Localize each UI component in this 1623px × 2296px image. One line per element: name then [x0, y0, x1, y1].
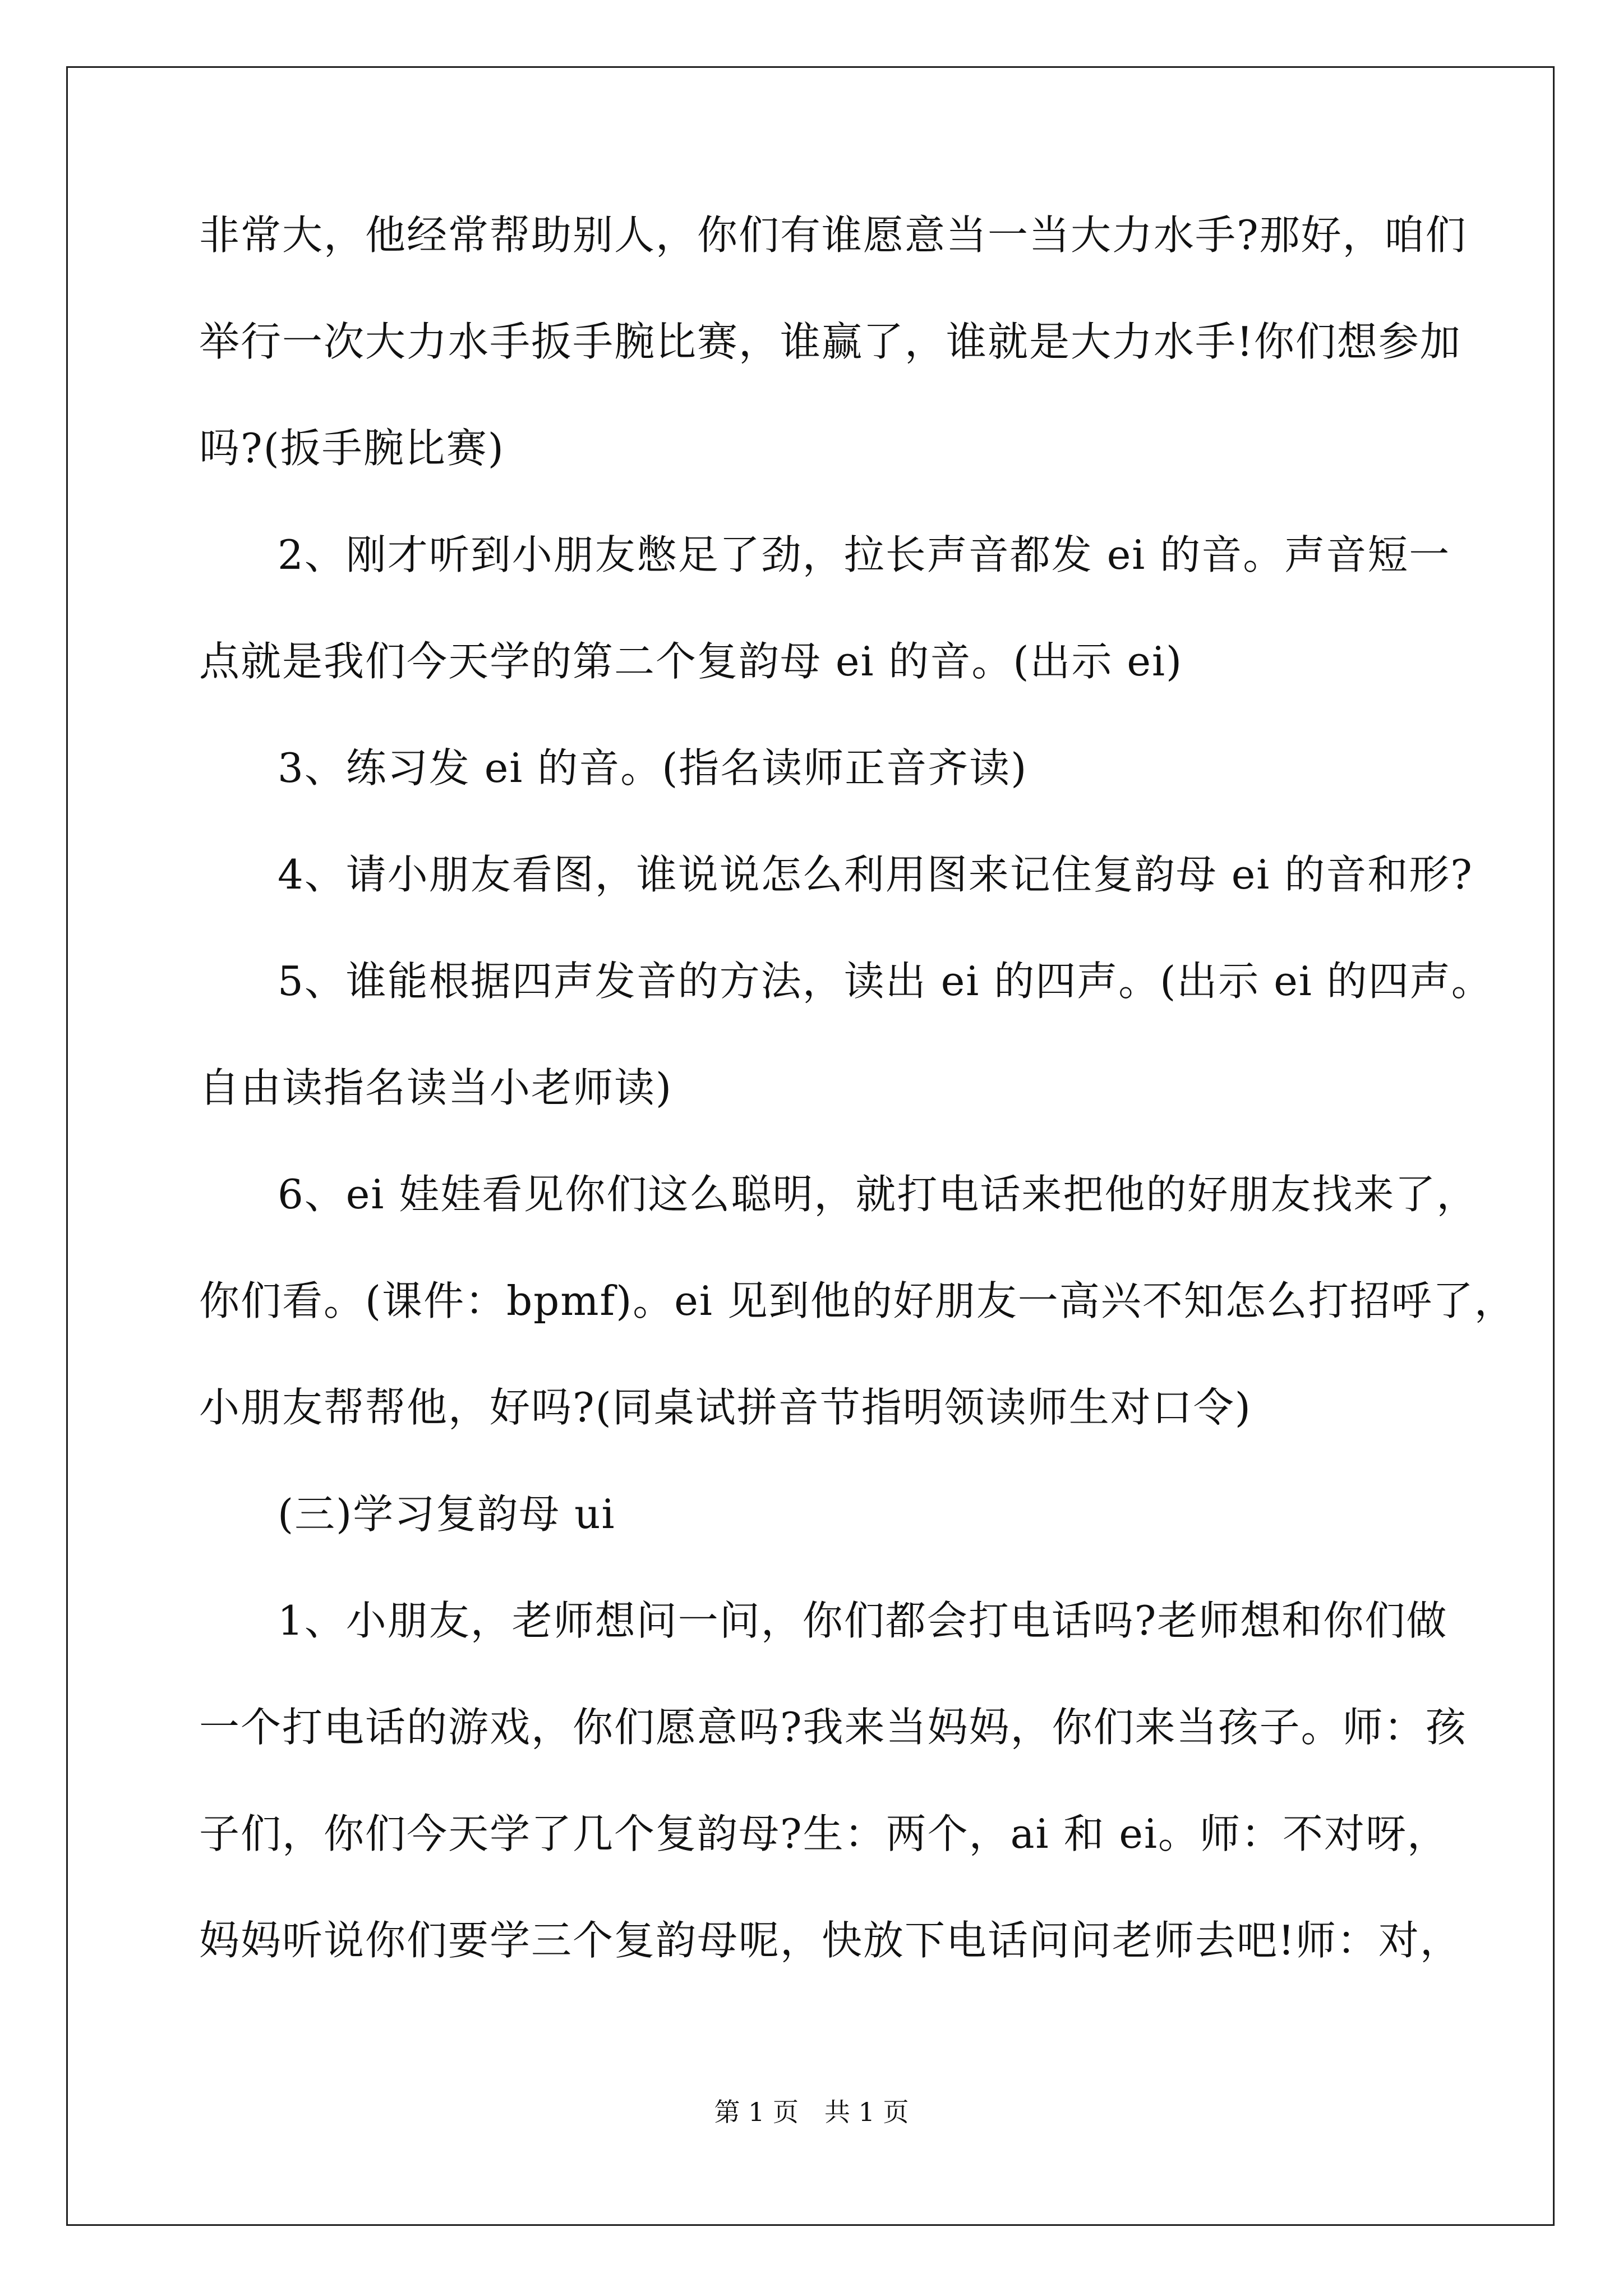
text-line: 非常大，他经常帮助别人，你们有谁愿意当一当大力水手?那好，咱们	[199, 211, 1467, 259]
text-line: 吗?(扳手腕比赛)	[199, 425, 505, 472]
text-line: 2、刚才听到小朋友憋足了劲，拉长声音都发 ei 的音。声音短一	[278, 531, 1451, 578]
text-line: 自由读指名读当小老师读)	[199, 1064, 673, 1111]
text-line: 1、小朋友，老师想问一问，你们都会打电话吗?老师想和你们做	[278, 1597, 1448, 1644]
text-line: 小朋友帮帮他，好吗?(同桌试拼音节指明领读师生对口令)	[199, 1384, 1252, 1431]
text-line: 5、谁能根据四声发音的方法，读出 ei 的四声。(出示 ei 的四声。	[278, 958, 1493, 1005]
page-number: 第 1 页 共 1 页	[714, 2097, 909, 2127]
text-line: 一个打电话的游戏，你们愿意吗?我来当妈妈，你们来当孩子。师：孩	[199, 1704, 1467, 1751]
text-line: 举行一次大力水手扳手腕比赛，谁赢了，谁就是大力水手!你们想参加	[199, 318, 1461, 365]
text-line: 子们，你们今天学了几个复韵母?生：两个，ai 和 ei。师：不对呀，	[199, 1810, 1449, 1857]
section-heading: (三)学习复韵母 ui	[278, 1490, 616, 1538]
text-line: 点就是我们今天学的第二个复韵母 ei 的音。(出示 ei)	[199, 638, 1183, 685]
text-line: 6、ei 娃娃看见你们这么聪明，就打电话来把他的好朋友找来了，	[278, 1171, 1478, 1218]
text-line: 4、请小朋友看图，谁说说怎么利用图来记住复韵母 ei 的音和形?	[278, 851, 1473, 898]
text-line: 你们看。(课件：bpmf)。ei 见到他的好朋友一高兴不知怎么打招呼了，	[199, 1277, 1516, 1324]
page-border	[66, 66, 1555, 2226]
text-line: 妈妈听说你们要学三个复韵母呢，快放下电话问问老师去吧!师：对，	[199, 1917, 1461, 1964]
text-line: 3、练习发 ei 的音。(指名读师正音齐读)	[278, 744, 1028, 792]
